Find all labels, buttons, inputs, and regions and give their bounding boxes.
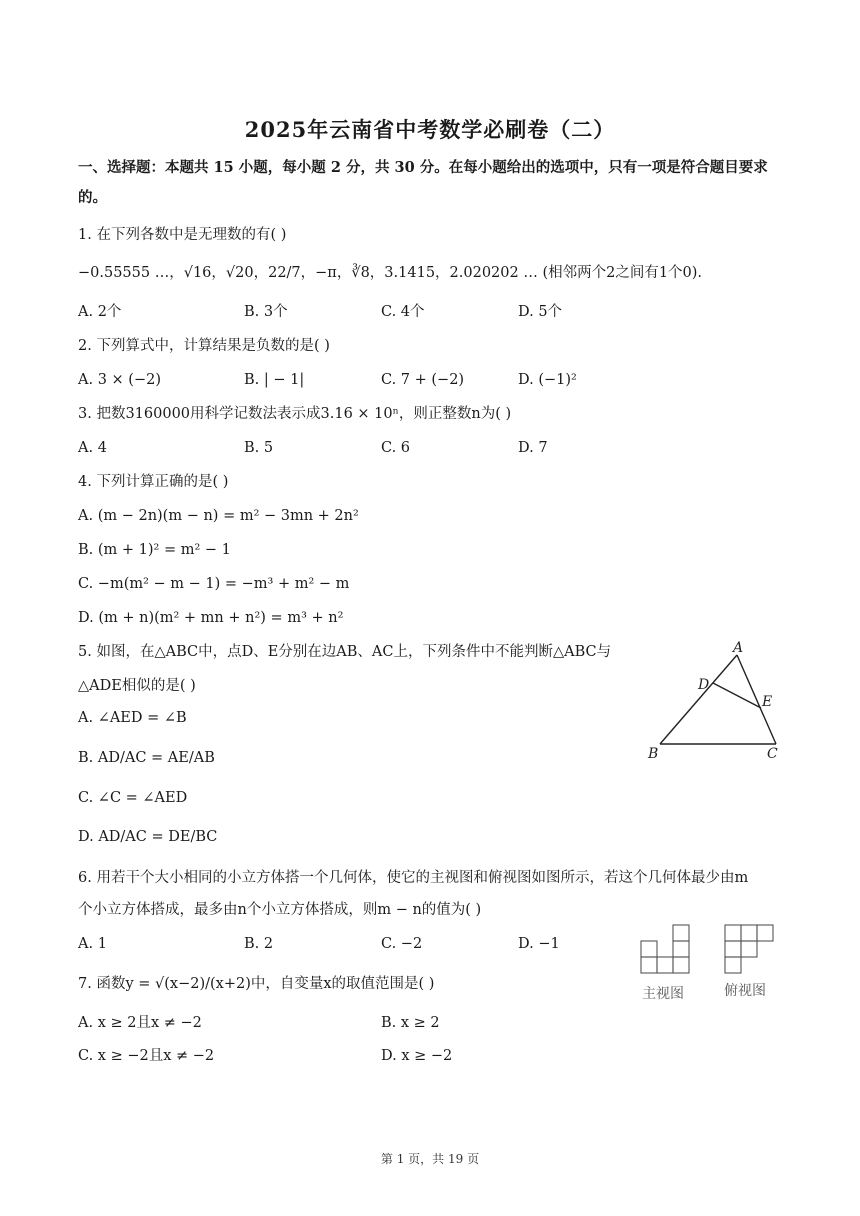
top-view [725, 925, 773, 973]
q1-option-d: D. 5个 [518, 304, 563, 320]
vertex-e-label: E [762, 694, 773, 710]
q4-option-a: A. (m − 2n)(m − n) = m² − 3mn + 2n² [78, 508, 359, 524]
question-2-stem: 2. 下列算式中，计算结果是负数的是( ) [78, 338, 330, 354]
q4-option-b: B. (m + 1)² = m² − 1 [78, 542, 231, 558]
q6-option-a: A. 1 [78, 936, 107, 952]
q1-option-a: A. 2个 [78, 304, 122, 320]
page-footer: 第 1 页，共 19 页 [380, 1152, 480, 1166]
q7-option-a: A. x ≥ 2且x ≠ −2 [78, 1015, 202, 1031]
question-7-stem: 7. 函数y = √(x−2)/(x+2)中，自变量x的取值范围是( ) [78, 976, 435, 992]
question-6-stem-cont: 个小立方体搭成，最多由n个小立方体搭成，则m − n的值为( ) [78, 902, 482, 918]
q2-option-b: B. | − 1| [244, 372, 305, 388]
vertex-c-label: C [767, 746, 778, 762]
question-1-stem: 1. 在下列各数中是无理数的有( ) [78, 227, 287, 243]
q6-option-c: C. −2 [381, 936, 423, 952]
q7-option-c: C. x ≥ −2且x ≠ −2 [78, 1048, 215, 1064]
q3-option-d: D. 7 [518, 440, 548, 456]
question-6-stem: 6. 用若干个大小相同的小立方体搭一个几何体，使它的主视图和俯视图如图所示，若这个几何体最少由m [78, 870, 749, 886]
q7-option-b: B. x ≥ 2 [381, 1015, 440, 1031]
question-5-stem-cont: △ADE相似的是( ) [78, 678, 196, 694]
q4-option-c: C. −m(m² − m − 1) = −m³ + m² − m [78, 576, 350, 592]
front-view-label: 主视图 [642, 986, 684, 1002]
q6-option-d: D. −1 [518, 936, 560, 952]
page-title: 2025年云南省中考数学必刷卷（二） [244, 117, 616, 142]
vertex-d-label: D [698, 677, 710, 693]
q2-option-d: D. (−1)² [518, 372, 577, 388]
vertex-b-label: B [648, 746, 659, 762]
q3-option-b: B. 5 [244, 440, 274, 456]
q1-option-b: B. 3个 [244, 304, 288, 320]
q5-option-d: D. AD/AC = DE/BC [78, 829, 218, 845]
q3-option-c: C. 6 [381, 440, 411, 456]
vertex-a-label: A [733, 640, 744, 656]
q6-option-b: B. 2 [244, 936, 274, 952]
q4-option-d: D. (m + n)(m² + mn + n²) = m³ + n² [78, 610, 344, 626]
front-view [641, 925, 689, 973]
q5-option-c: C. ∠C = ∠AED [78, 790, 188, 806]
question-4-stem: 4. 下列计算正确的是( ) [78, 474, 229, 490]
question-5-stem: 5. 如图，在△ABC中，点D、E分别在边AB、AC上，下列条件中不能判断△ABC与 [78, 644, 612, 660]
q5-option-b: B. AD/AC = AE/AB [78, 750, 215, 766]
top-view-label: 俯视图 [724, 983, 766, 999]
question-3-stem: 3. 把数3160000用科学记数法表示成3.16 × 10ⁿ，则正整数n为( ) [78, 406, 512, 422]
question-1-numbers: −0.55555 …，√16，√20，22/7，−π，∛8，3.1415，2.020202 … (相邻两个2之间有1个0). [78, 265, 703, 281]
q2-option-c: C. 7 + (−2) [381, 372, 465, 388]
section-heading: 一、选择题：本题共 15 小题，每小题 2 分，共 30 分。在每小题给出的选项中，只有一项是符合题目要求 [78, 159, 768, 176]
q2-option-a: A. 3 × (−2) [78, 372, 161, 388]
q1-option-c: C. 4个 [381, 304, 425, 320]
triangle-figure [640, 640, 790, 765]
views-figure [630, 920, 790, 1005]
section-heading-cont: 的。 [78, 189, 107, 206]
q5-option-a: A. ∠AED = ∠B [78, 710, 187, 726]
q3-option-a: A. 4 [78, 440, 107, 456]
q7-option-d: D. x ≥ −2 [381, 1048, 453, 1064]
